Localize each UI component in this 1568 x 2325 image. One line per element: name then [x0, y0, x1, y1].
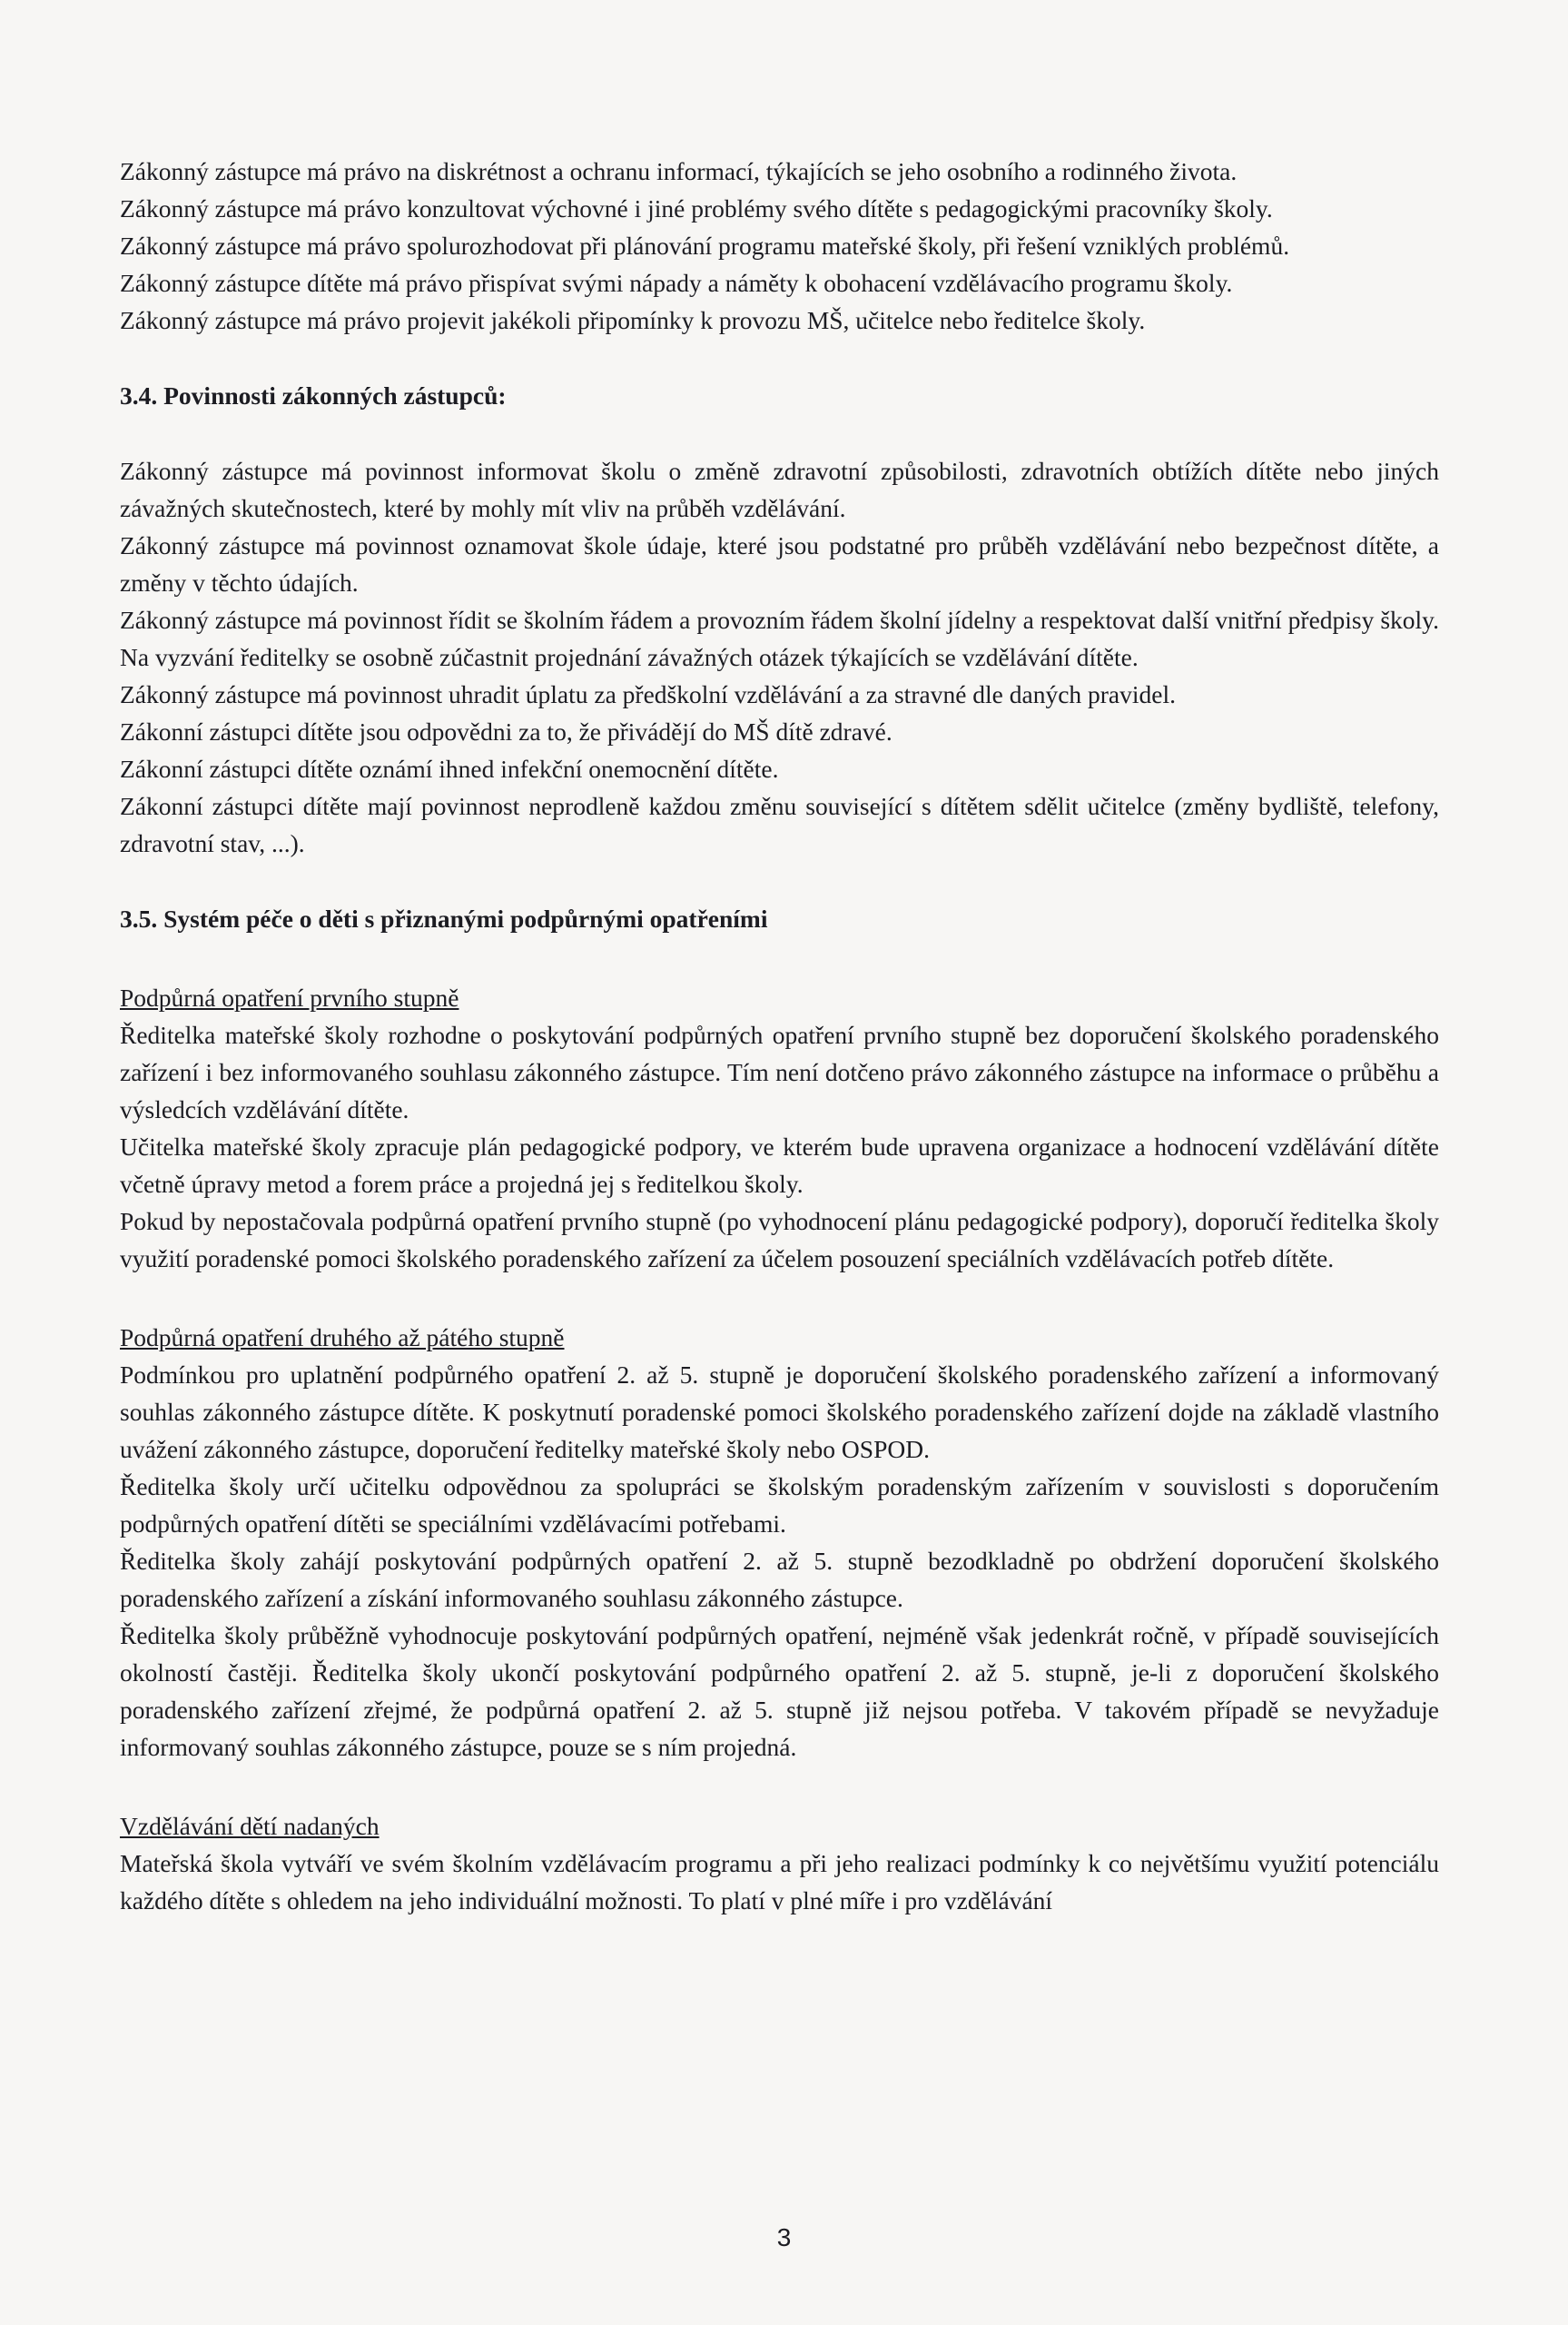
paragraph: Učitelka mateřské školy zpracuje plán pedagogické podpory, ve kterém bude upravena organizace a hodnocení vzdělávání dítěte včetně úpravy metod a forem práce a projedná jej s ředitelkou školy. [120, 1133, 1439, 1198]
paragraph: Zákonný zástupce má právo spolurozhodovat při plánování programu mateřské školy, při řešení vzniklých problémů. [120, 232, 1290, 260]
paragraph: Zákonní zástupci dítěte jsou odpovědni za to, že přivádějí do MŠ dítě zdravé. [120, 717, 892, 746]
paragraph: Zákonný zástupce dítěte má právo přispívat svými nápady a náměty k obohacení vzdělávacího programu školy. [120, 269, 1233, 297]
paragraph: Zákonní zástupci dítěte mají povinnost neprodleně každou změnu související s dítětem sdělit učitelce (změny bydliště, telefony, zdravotní stav, ...). [120, 792, 1439, 857]
subsection-title-gifted-children: Vzdělávání dětí nadaných [120, 1812, 380, 1840]
paragraph: Ředitelka školy určí učitelku odpovědnou za spolupráci se školským poradenským zařízením v souvislosti s doporučením podpůrných opatření dítěti se speciálními vzdělávacími potřebami. [120, 1472, 1439, 1538]
subsection-first-degree-body [120, 1016, 1439, 1277]
paragraph: Mateřská škola vytváří ve svém školním vzdělávacím programu a při jeho realizaci podmínky k co největšímu využití potenciálu každého dítěte s ohledem na jeho individuální možnosti. To platí v plné míře i pro vzdělávání [120, 1849, 1439, 1914]
section-heading-3-4: 3.4. Povinnosti zákonných zástupců: [120, 381, 507, 410]
paragraph: Pokud by nepostačovala podpůrná opatření prvního stupně (po vyhodnocení plánu pedagogické podpory), doporučí ředitelka školy využití poradenské pomoci školského poradenského zařízení za účelem posouzení speciálních vzdělávacích potřeb dítěte. [120, 1207, 1439, 1272]
subsection-gifted-children-body [120, 1845, 1439, 1919]
paragraph: Zákonný zástupce má právo konzultovat výchovné i jiné problémy svého dítěte s pedagogickými pracovníky školy. [120, 194, 1273, 223]
intro-paragraphs [120, 153, 1439, 339]
paragraph: Zákonný zástupce má povinnost řídit se školním řádem a provozním řádem školní jídelny a respektovat další vnitřní předpisy školy. Na vyzvání ředitelky se osobně zúčastnit projednání závažných otázek týkajících se vzdělávání dítěte. [120, 606, 1439, 671]
paragraph: Zákonný zástupce má povinnost uhradit úplatu za předškolní vzdělávání a za stravné dle daných pravidel. [120, 680, 1177, 708]
subsection-title-first-degree: Podpůrná opatření prvního stupně [120, 984, 459, 1012]
paragraph: Zákonní zástupci dítěte oznámí ihned infekční onemocnění dítěte. [120, 755, 779, 783]
paragraph: Zákonný zástupce má právo projevit jakékoli připomínky k provozu MŠ, učitelce nebo ředitelce školy. [120, 306, 1146, 334]
subsection-second-to-fifth-body [120, 1356, 1439, 1766]
paragraph: Zákonný zástupce má povinnost informovat školu o změně zdravotní způsobilosti, zdravotních obtížích dítěte nebo jiných závažných skutečnostech, které by mohly mít vliv na průběh vzdělávání. [120, 457, 1439, 522]
paragraph: Zákonný zástupce má povinnost oznamovat škole údaje, které jsou podstatné pro průběh vzdělávání nebo bezpečnost dítěte, a změny v těchto údajích. [120, 531, 1439, 597]
paragraph: Ředitelka mateřské školy rozhodne o poskytování podpůrných opatření prvního stupně bez doporučení školského poradenského zařízení i bez informovaného souhlasu zákonného zástupce. Tím není dotčeno právo zákonného zástupce na informace o průběhu a výsledcích vzdělávání dítěte. [120, 1021, 1439, 1123]
subsection-title-second-to-fifth-degree: Podpůrná opatření druhého až pátého stupně [120, 1323, 565, 1351]
paragraph: Podmínkou pro uplatnění podpůrného opatření 2. až 5. stupně je doporučení školského poradenského zařízení a informovaný souhlas zákonného zástupce dítěte. K poskytnutí poradenské pomoci školského poradenského zařízení dojde na základě vlastního uvážení zákonného zástupce, doporučení ředitelky mateřské školy nebo OSPOD. [120, 1360, 1439, 1463]
paragraph: Zákonný zástupce má právo na diskrétnost a ochranu informací, týkajících se jeho osobního a rodinného života. [120, 157, 1238, 185]
paragraph: Ředitelka školy průběžně vyhodnocuje poskytování podpůrných opatření, nejméně však jedenkrát ročně, v případě souvisejících okolností častěji. Ředitelka školy ukončí poskytování podpůrného opatření 2. až 5. stupně, je-li z doporučení školského poradenského zařízení zřejmé, že podpůrná opatření 2. až 5. stupně již nejsou potřeba. V takovém případě se nevyžaduje informovaný souhlas zákonného zástupce, pouze se s ním projedná. [120, 1621, 1439, 1761]
page-number: 3 [776, 2223, 792, 2251]
section-3-4-body [120, 452, 1439, 862]
section-heading-3-5: 3.5. Systém péče o děti s přiznanými podpůrnými opatřeními [120, 905, 768, 933]
paragraph: Ředitelka školy zahájí poskytování podpůrných opatření 2. až 5. stupně bezodkladně po obdržení doporučení školského poradenského zařízení a získání informovaného souhlasu zákonného zástupce. [120, 1547, 1439, 1612]
